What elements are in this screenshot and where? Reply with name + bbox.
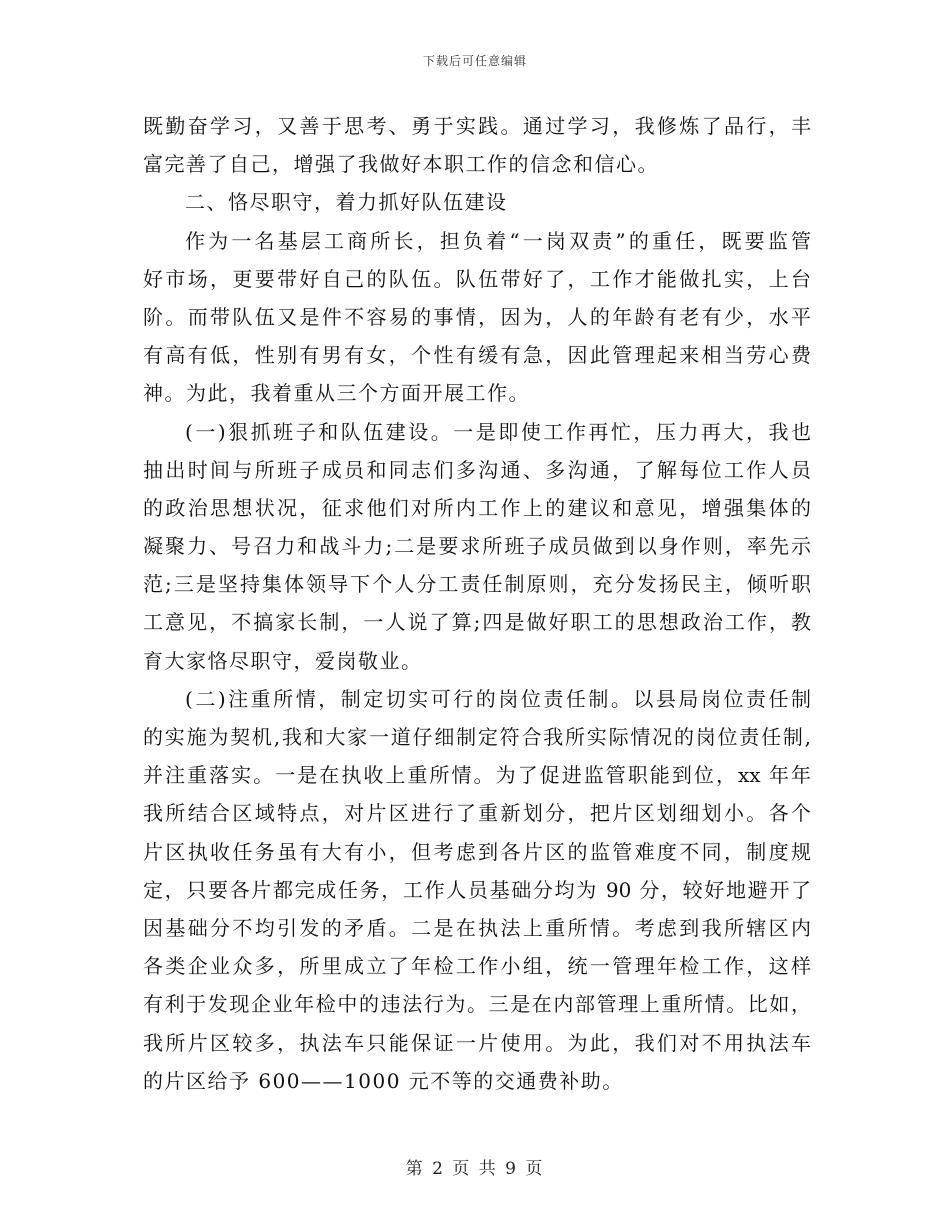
paragraph-line: 好市场，更要带好自己的队伍。队伍带好了，工作才能做扎实，上台 (143, 266, 811, 291)
paragraph-line: 阶。而带队伍又是件不容易的事情，因为，人的年龄有老有少，水平 (143, 304, 811, 329)
paragraph-line: 凝聚力、号召力和战斗力;二是要求所班子成员做到以身作则，率先示 (143, 534, 811, 559)
paragraph-line: 片区执收任务虽有大有小，但考虑到各片区的监管难度不同，制度规 (143, 839, 811, 864)
paragraph-line: 范;三是坚持集体领导下个人分工责任制原则，充分发扬民主，倾听职 (143, 572, 811, 597)
page-number: 第 2 页 共 9 页 (405, 1159, 545, 1179)
paragraph-line: 定，只要各片都完成任务，工作人员基础分均为 90 分，较好地避开了 (143, 877, 811, 902)
paragraph-line: 有利于发现企业年检中的违法行为。三是在内部管理上重所情。比如， (143, 992, 811, 1017)
paragraph-line: 工意见，不搞家长制，一人说了算;四是做好职工的思想政治工作，教 (143, 610, 811, 635)
paragraph-line: 富完善了自己，增强了我做好本职工作的信念和信心。 (143, 152, 659, 177)
paragraph-line: 育大家恪尽职守，爱岗敬业。 (143, 648, 423, 673)
paragraph-line: (二)注重所情，制定切实可行的岗位责任制。以县局岗位责任制 (185, 686, 811, 711)
paragraph-line: 有高有低，性别有男有女，个性有缓有急，因此管理起来相当劳心费 (143, 343, 811, 368)
paragraph-line: 抽出时间与所班子成员和同志们多沟通、多沟通，了解每位工作人员 (143, 457, 811, 482)
paragraph-line: 我所片区较多，执法车只能保证一片使用。为此，我们对不用执法车 (143, 1030, 811, 1055)
paragraph-line: 的实施为契机,我和大家一道仔细制定符合我所实际情况的岗位责任制, (143, 725, 811, 749)
page-header: 下载后可任意编辑 (422, 54, 527, 68)
paragraph-line: 作为一名基层工商所长，担负着“一岗双责”的重任，既要监管 (185, 228, 811, 253)
paragraph-line: 神。为此，我着重从三个方面开展工作。 (143, 381, 530, 406)
paragraph-line: (一)狠抓班子和队伍建设。一是即使工作再忙，压力再大，我也 (185, 419, 811, 444)
section-heading: 二、恪尽职守，着力抓好队伍建设 (185, 190, 508, 215)
document-body (143, 107, 811, 1100)
paragraph-line: 既勤奋学习，又善于思考、勇于实践。通过学习，我修炼了品行，丰 (143, 114, 811, 138)
paragraph-line: 的片区给予 600——1000 元不等的交通费补助。 (143, 1068, 624, 1093)
paragraph-line: 我所结合区域特点，对片区进行了重新划分，把片区划细划小。各个 (143, 801, 811, 826)
paragraph-line: 因基础分不均引发的矛盾。二是在执法上重所情。考虑到我所辖区内 (143, 915, 811, 940)
paragraph-line: 各类企业众多，所里成立了年检工作小组，统一管理年检工作，这样 (143, 954, 811, 979)
paragraph-line: 的政治思想状况，征求他们对所内工作上的建议和意见，增强集体的 (143, 495, 811, 520)
paragraph-line: 并注重落实。一是在执收上重所情。为了促进监管职能到位，xx 年年 (143, 763, 811, 788)
